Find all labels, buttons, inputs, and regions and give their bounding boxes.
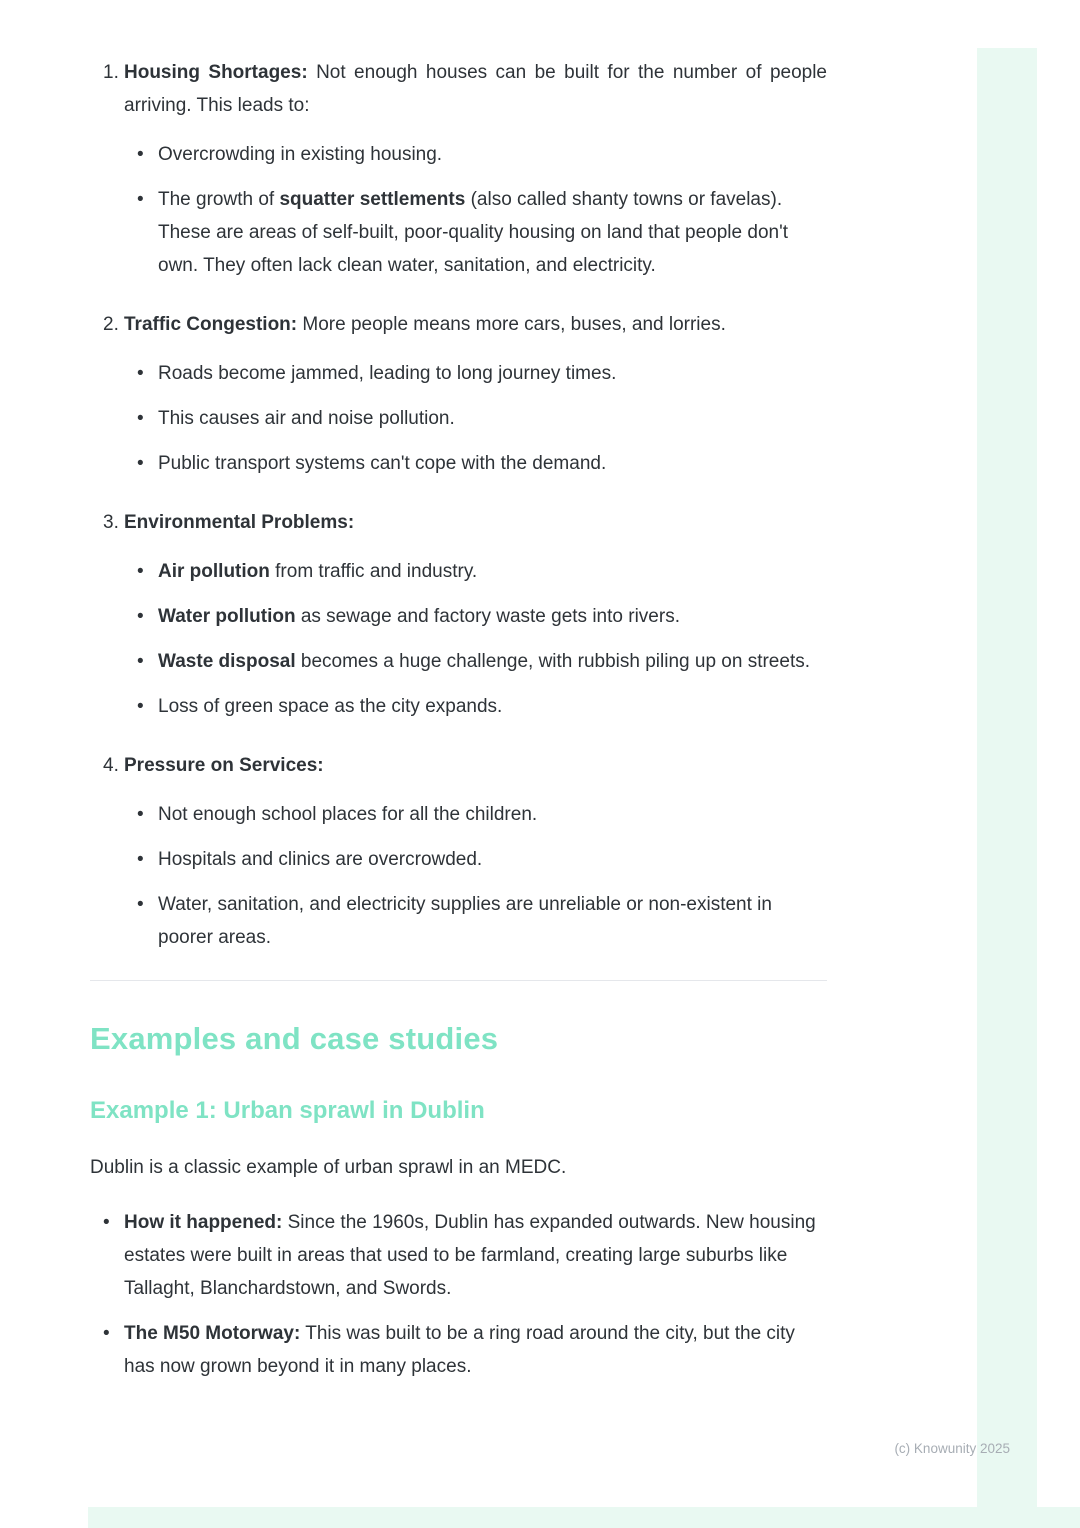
bullet-item — [124, 447, 827, 480]
bullet-text — [124, 1317, 827, 1383]
bullet-text — [158, 138, 827, 171]
bullet-text — [158, 690, 827, 723]
bullet-item — [124, 402, 827, 435]
bold-text: Pressure on Services: — [124, 755, 324, 776]
bullet-dot-icon: • — [137, 408, 144, 429]
bullet-item — [124, 645, 827, 678]
bullet-item — [90, 1317, 827, 1383]
item-lead — [124, 506, 827, 539]
bold-text: The M50 Motorway: — [124, 1323, 301, 1344]
bullet-item — [124, 183, 827, 282]
bullet-item — [124, 600, 827, 633]
section-heading: Examples and case studies — [90, 1021, 499, 1056]
bold-text: Housing Shortages: — [124, 62, 308, 83]
copyright-notice: (c) Knowunity 2025 — [894, 1441, 1010, 1456]
item-lead — [124, 749, 827, 782]
plain-text: The growth of — [158, 189, 280, 210]
bold-text: Air pollution — [158, 561, 270, 582]
bullet-dot-icon: • — [137, 696, 144, 717]
bullet-dot-icon: • — [137, 453, 144, 474]
bold-text: How it happened: — [124, 1212, 283, 1233]
bullet-dot-icon: • — [137, 849, 144, 870]
bold-text: Water pollution — [158, 606, 296, 627]
page-content — [90, 56, 827, 1383]
numbered-item — [90, 506, 827, 723]
item-lead — [124, 56, 827, 122]
plain-text: Not enough school places for all the children. — [158, 804, 538, 825]
bullet-item — [124, 888, 827, 954]
bullet-text — [158, 843, 827, 876]
bullet-dot-icon: • — [137, 894, 144, 915]
bullet-text — [158, 183, 827, 282]
right-accent-stripe — [977, 48, 1037, 1528]
bullet-item — [124, 843, 827, 876]
plain-text: Water, sanitation, and electricity supplies are unreliable or non-existent in poorer areas. — [158, 894, 772, 948]
bullet-text — [158, 555, 827, 588]
item-number: 1. — [103, 62, 119, 83]
example-intro: Dublin is a classic example of urban sprawl in an MEDC. — [90, 1157, 567, 1178]
plain-text: from traffic and industry. — [269, 561, 478, 582]
bullet-text — [158, 600, 827, 633]
bold-text: Waste disposal — [158, 651, 296, 672]
item-body — [124, 749, 827, 954]
bullet-dot-icon: • — [137, 651, 144, 672]
plain-text: Not enough houses can be built for the number of people arriving. This leads to: — [124, 62, 827, 116]
plain-text: More people means more cars, buses, and lorries. — [297, 314, 726, 335]
item-number: 3. — [103, 512, 119, 533]
numbered-item — [90, 749, 827, 954]
bottom-accent-stripe — [88, 1507, 1080, 1528]
section-divider — [90, 980, 827, 981]
bold-text: Environmental Problems: — [124, 512, 355, 533]
plain-text: becomes a huge challenge, with rubbish piling up on streets. — [295, 651, 810, 672]
item-bullets — [124, 357, 827, 480]
bullet-dot-icon: • — [137, 561, 144, 582]
plain-text: Public transport systems can't cope with the demand. — [158, 453, 607, 474]
bullet-text — [158, 357, 827, 390]
bullet-dot-icon: • — [137, 189, 144, 210]
bullet-dot-icon: • — [137, 606, 144, 627]
item-bullets — [124, 555, 827, 723]
item-body — [124, 308, 827, 480]
bullet-item — [124, 138, 827, 171]
bullet-item — [124, 555, 827, 588]
example-subheading: Example 1: Urban sprawl in Dublin — [90, 1097, 485, 1124]
example-bullets — [90, 1206, 827, 1383]
bullet-text — [158, 402, 827, 435]
bold-text: Traffic Congestion: — [124, 314, 298, 335]
item-body — [124, 56, 827, 282]
plain-text: Roads become jammed, leading to long journey times. — [158, 363, 617, 384]
bullet-item — [90, 1206, 827, 1305]
bullet-dot-icon: • — [137, 804, 144, 825]
problems-numbered-list — [90, 56, 827, 954]
item-number: 4. — [103, 755, 119, 776]
bullet-dot-icon: • — [103, 1212, 110, 1233]
bold-text: squatter settlements — [279, 189, 466, 210]
plain-text: Overcrowding in existing housing. — [158, 144, 443, 165]
plain-text: This causes air and noise pollution. — [158, 408, 455, 429]
item-number: 2. — [103, 314, 119, 335]
bullet-dot-icon: • — [103, 1323, 110, 1344]
item-bullets — [124, 798, 827, 954]
plain-text: Hospitals and clinics are overcrowded. — [158, 849, 483, 870]
bullet-text — [158, 798, 827, 831]
numbered-item — [90, 308, 827, 480]
bullet-item — [124, 357, 827, 390]
bullet-text — [158, 645, 827, 678]
plain-text: as sewage and factory waste gets into rivers. — [295, 606, 680, 627]
plain-text: (also called shanty towns or favelas). These are areas of self-built, poor-quality housing on land that people don't own. They often lack clean water, sanitation, and electricity. — [158, 189, 788, 276]
plain-text: Loss of green space as the city expands. — [158, 696, 503, 717]
bullet-text — [158, 447, 827, 480]
bullet-dot-icon: • — [137, 363, 144, 384]
bullet-dot-icon: • — [137, 144, 144, 165]
plain-text: This was built to be a ring road around the city, but the city has now grown beyond it in many places. — [124, 1323, 795, 1377]
bullet-text — [158, 888, 827, 954]
bullet-item — [124, 690, 827, 723]
item-body — [124, 506, 827, 723]
numbered-item — [90, 56, 827, 282]
plain-text: Since the 1960s, Dublin has expanded outwards. New housing estates were built in areas that used to be farmland, creating large suburbs like Tallaght, Blanchardstown, and Swords. — [124, 1212, 816, 1299]
item-bullets — [124, 138, 827, 282]
item-lead — [124, 308, 827, 341]
bullet-item — [124, 798, 827, 831]
bullet-text — [124, 1206, 827, 1305]
